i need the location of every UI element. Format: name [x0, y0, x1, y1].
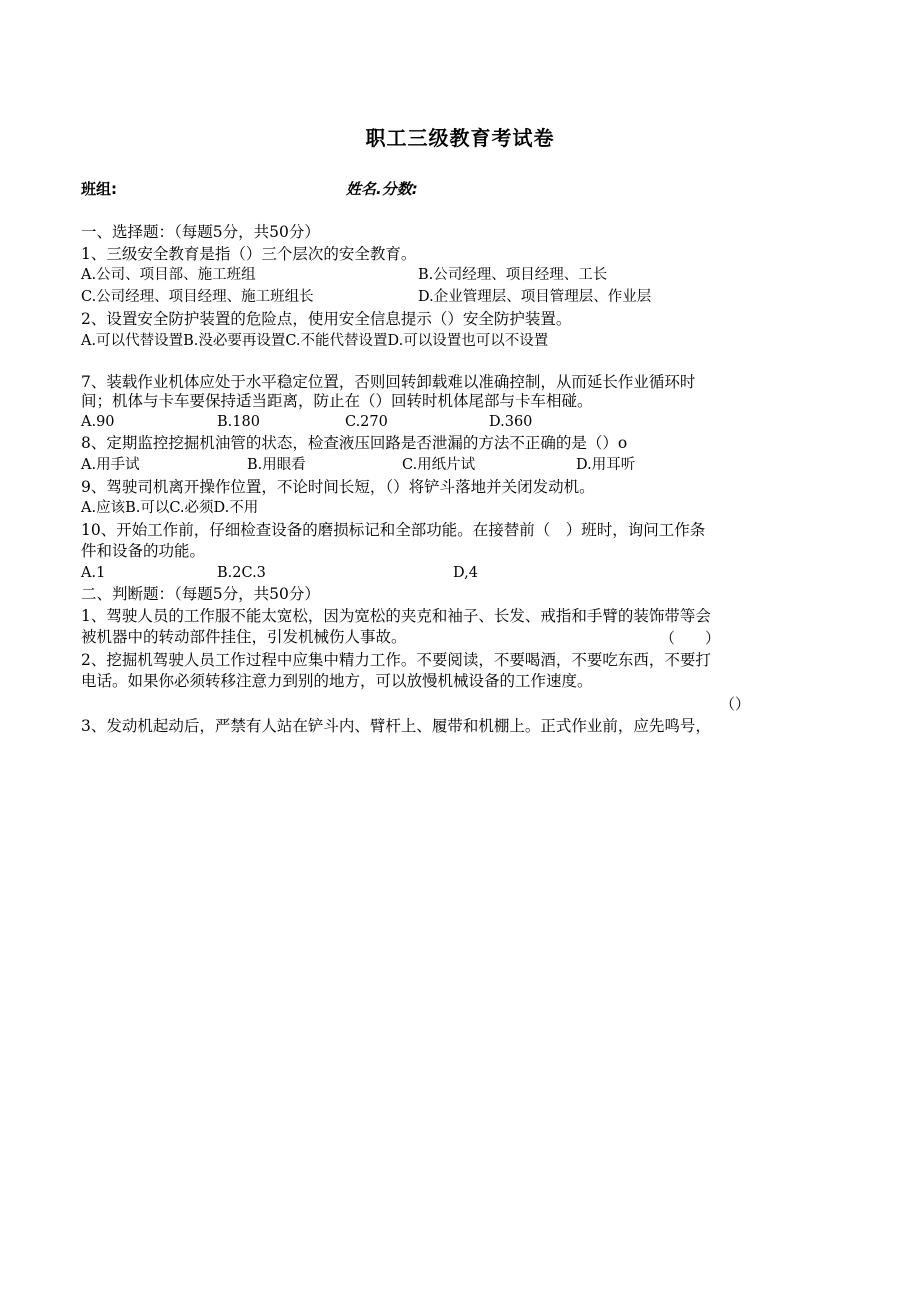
q7-option-b: B.180 [217, 414, 260, 430]
q7-option-a: A.90 [81, 414, 115, 430]
question-10-line1: 10、开始工作前，仔细检查设备的磨损标记和全部功能。在接替前（ ）班时，询问工作条 [81, 521, 706, 539]
q7-option-d: D.360 [489, 414, 533, 430]
judge-2-line1: 2、挖掘机驾驶人员工作过程中应集中精力工作。不要阅读，不要喝酒，不要吃东西，不要打 [81, 651, 711, 669]
q10-option-d: D,4 [453, 565, 478, 581]
question-8: 8、定期监控挖掘机油管的状态，检查液压回路是否泄漏的方法不正确的是（）o [81, 434, 628, 452]
question-1: 1、三级安全教育是指（）三个层次的安全教育。 [81, 245, 417, 263]
section1-heading: 一、选择题：（每题5分，共50分） [81, 223, 320, 241]
question-10-line2: 件和设备的功能。 [81, 542, 206, 560]
class-label: 班组: [81, 180, 117, 198]
judge-2-answer-blank: （） [720, 695, 751, 713]
q1-option-a: A.公司、项目部、施工班组 [81, 267, 256, 283]
q8-option-d: D.用耳听 [576, 457, 636, 473]
judge-2-line2: 电话。如果你必须转移注意力到别的地方，可以放慢机械设备的工作速度。 [81, 672, 593, 690]
q10-option-bc: B.2C.3 [217, 565, 266, 581]
question-7-line2: 间；机体与卡车要保持适当距离，防止在（）回转时机体尾部与卡车相碰。 [81, 392, 593, 410]
judge-1-line2: 被机器中的转动部件挂住，引发机械伤人事故。 [81, 628, 407, 646]
q1-option-d: D.企业管理层、项目管理层、作业层 [418, 289, 652, 305]
q2-options: A.可以代替设置B.没必要再设置C.不能代替设置D.可以设置也可以不设置 [81, 333, 549, 349]
q8-option-c: C.用纸片试 [402, 457, 476, 473]
question-9: 9、驾驶司机离开操作位置，不论时间长短，（）将铲斗落地并关闭发动机。 [81, 478, 595, 496]
section2-heading: 二、判断题：（每题5分，共50分） [81, 585, 320, 603]
q9-options: A.应该B.可以C.必须D.不用 [81, 500, 259, 516]
question-7-line1: 7、装载作业机体应处于水平稳定位置，否则回转卸载难以准确控制，从而延长作业循环时 [81, 373, 696, 391]
q7-option-c: C.270 [345, 414, 388, 430]
q8-option-a: A.用手试 [81, 457, 140, 473]
name-score-label: 姓名.分数: [346, 180, 418, 198]
judge-3-line1: 3、发动机起动后，严禁有人站在铲斗内、臂杆上、履带和机棚上。正式作业前，应先鸣号， [81, 717, 711, 735]
q1-option-b: B.公司经理、项目经理、工长 [418, 267, 608, 283]
q8-option-b: B.用眼看 [247, 457, 306, 473]
question-2: 2、设置安全防护装置的危险点，使用安全信息提示（）安全防护装置。 [81, 310, 572, 328]
q10-option-a: A.1 [81, 565, 106, 581]
q1-option-c: C.公司经理、项目经理、施工班组长 [81, 289, 314, 305]
judge-1-answer-blank: （ ） [660, 629, 721, 647]
exam-title: 职工三级教育考试卷 [365, 126, 555, 150]
judge-1-line1: 1、驾驶人员的工作服不能太宽松，因为宽松的夹克和袖子、长发、戒指和手臂的装饰带等会 [81, 607, 711, 625]
